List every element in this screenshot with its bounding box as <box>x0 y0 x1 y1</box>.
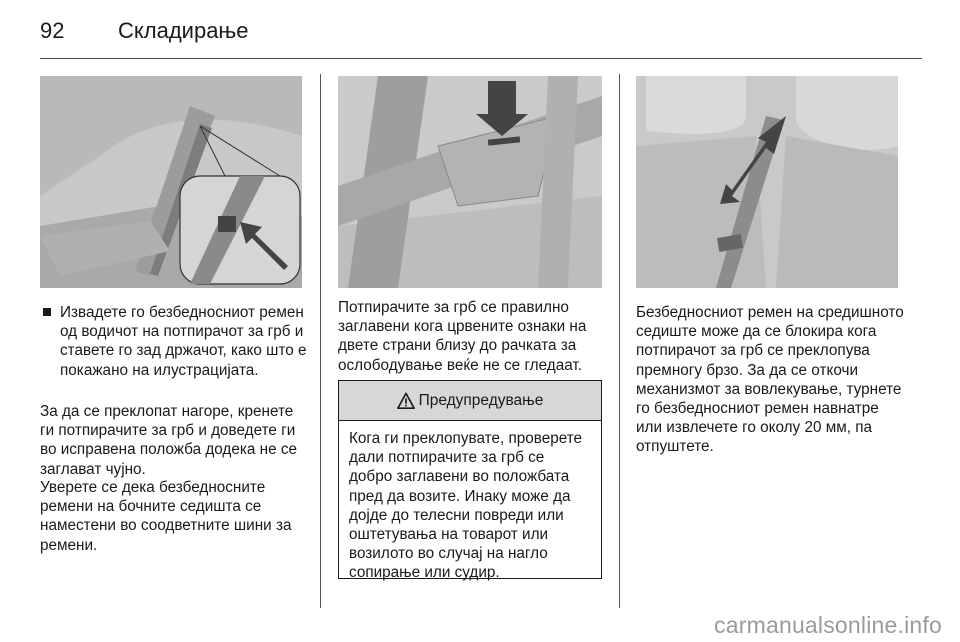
bullet-square-icon <box>43 308 51 316</box>
column3-paragraph-1: Безбедносниот ремен на средишното седиште може да се блокира кога потпирачот за грб се преклопува премногу брзо. За да се откочи механизмот за вовлекување, турнете го безбедносниот ремен навнатре или извлечете го околу 20 мм, па отпуштете. <box>636 304 904 456</box>
column-divider-1 <box>320 74 321 608</box>
page-number: 92 <box>40 18 65 43</box>
header-rule <box>40 58 922 59</box>
warning-body: Кога ги преклопувате, проверете дали потпирачите за грб се добро заглавени во положбата пред да возите. Инаку може да дојде до телесни повреди или оштетувања на товарот или возилото во случај на нагло сопирање или судир. <box>349 430 583 582</box>
column1-paragraph-1: За да се преклопат нагоре, кренете ги потпирачите за грб и доведете ги во исправена положба додека не се заглават чујно. <box>40 403 298 478</box>
warning-triangle-icon <box>397 392 415 410</box>
bullet-text: Извадете го безбедносниот ремен од водичот на потпирачот за грб и ставете го зад држачот, како што е покажано на илустрацијата. <box>60 304 307 379</box>
figure-center-seatbelt <box>636 76 898 288</box>
column2-paragraph-1: Потпирачите за грб се правилно заглавени кога црвените ознаки на двете страни близу до рачката за ослободување веќе не се гледаат. <box>338 299 587 374</box>
warning-box <box>338 380 602 582</box>
column-divider-2 <box>619 74 620 608</box>
instruction-bullet <box>40 303 308 380</box>
warning-header <box>339 381 601 421</box>
figure-release-handle <box>338 76 602 288</box>
page-header <box>40 14 920 50</box>
chapter-title: Складирање <box>118 18 249 43</box>
column1-paragraph-2: Уверете се дека безбедносните ремени на бочните седишта се наместени во соодветните шини за ремени. <box>40 479 292 554</box>
figure-seatbelt-holder <box>40 76 302 288</box>
warning-title: Предупредување <box>418 391 544 409</box>
watermark: carmanualsonline.info <box>714 612 942 638</box>
